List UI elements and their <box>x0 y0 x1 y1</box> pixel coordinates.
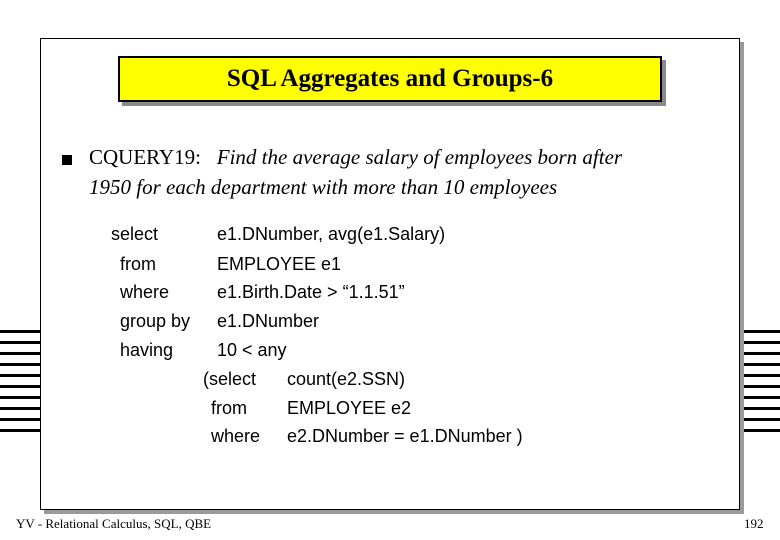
sql-having-value: 10 < any <box>217 340 287 360</box>
sql-subselect-keyword: (select <box>203 369 257 389</box>
sql-where-keyword: where <box>120 282 170 302</box>
decorative-bars-left <box>0 330 40 440</box>
footer-course-title: YV - Relational Calculus, SQL, QBE <box>16 516 212 531</box>
query-line-1 <box>89 145 622 170</box>
sql-subselect-value: count(e2.SSN) <box>287 369 406 389</box>
sql-subfrom-keyword: from <box>211 398 247 418</box>
sql-subwhere-keyword: where <box>211 426 261 446</box>
sql-where-value: e1.Birth.Date > “1.1.51” <box>217 282 405 302</box>
sql-subwhere-value: e2.DNumber = e1.DNumber ) <box>287 426 523 446</box>
page-number: 192 <box>744 516 764 531</box>
sql-from-value: EMPLOYEE e1 <box>217 254 342 274</box>
sql-groupby-value: e1.DNumber <box>217 311 320 331</box>
query-description-2: 1950 for each department with more than 10 employees <box>89 175 558 199</box>
sql-subfrom-value: EMPLOYEE e2 <box>287 398 412 418</box>
slide-title: SQL Aggregates and Groups-6 <box>118 56 662 102</box>
decorative-bars-right <box>740 330 780 440</box>
sql-select-value: e1.DNumber, avg(e1.Salary) <box>217 224 446 244</box>
sql-select-keyword: select <box>111 224 159 244</box>
query-label: CQUERY19: <box>89 145 202 169</box>
bullet-icon <box>62 155 72 165</box>
sql-having-keyword: having <box>120 340 174 360</box>
sql-from-keyword: from <box>120 254 156 274</box>
query-description-1: Find the average salary of employees born after <box>216 145 623 169</box>
sql-groupby-keyword: group by <box>120 311 191 331</box>
